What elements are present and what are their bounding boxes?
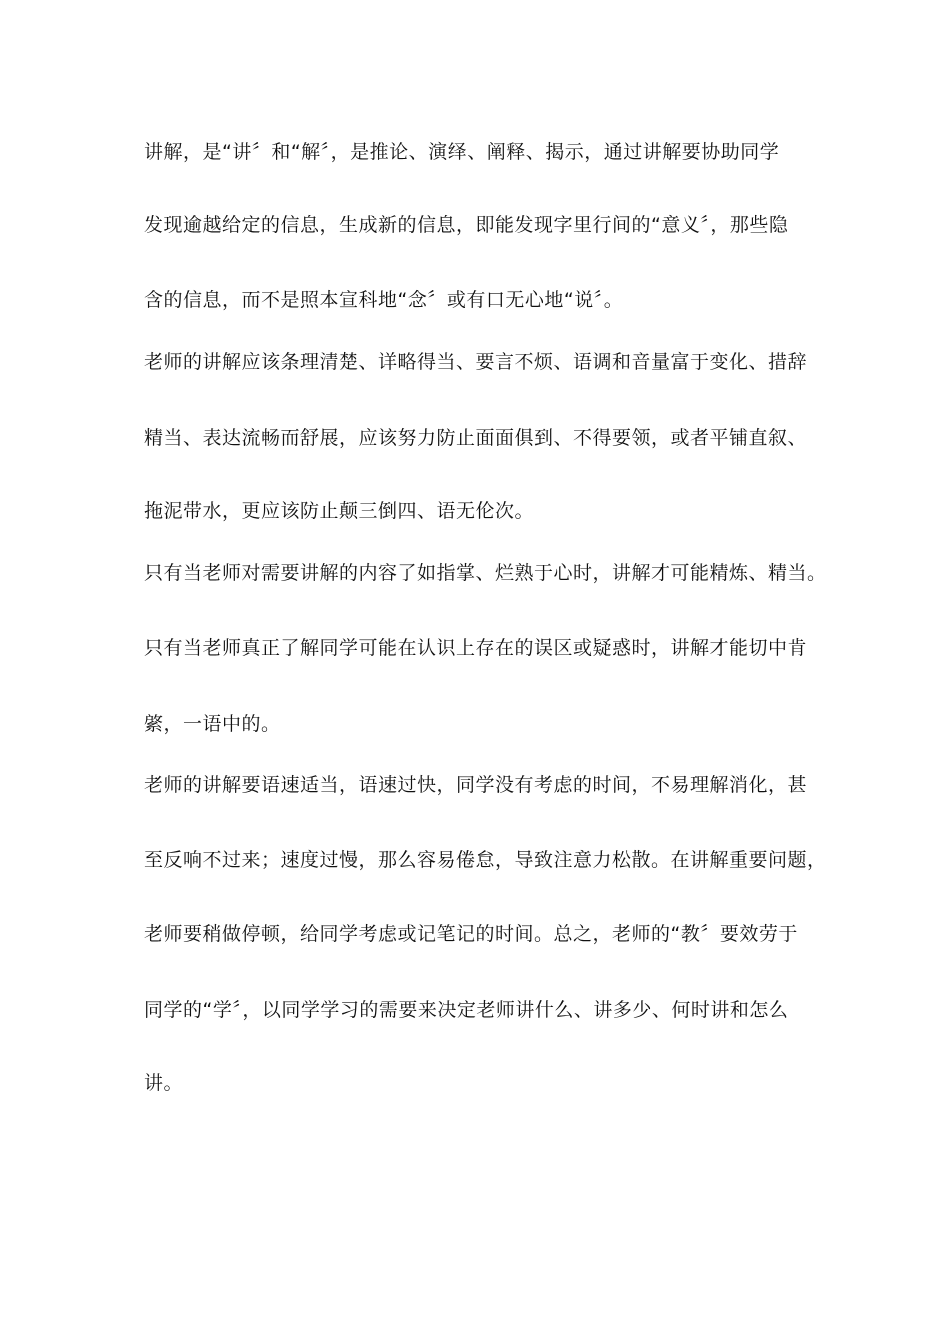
text-line: 精当、表达流畅而舒展，应该努力防止面面俱到、不得要领，或者平铺直叙、	[144, 427, 808, 449]
text-line: 至反响不过来；速度过慢，那么容易倦怠，导致注意力松散。在讲解重要问题，	[144, 849, 827, 871]
text-line: 只有当老师对需要讲解的内容了如指掌、烂熟于心时，讲解才可能精炼、精当。	[144, 562, 827, 584]
text-line: 老师的讲解应该条理清楚、详略得当、要言不烦、语调和音量富于变化、措辞	[144, 351, 808, 373]
text-line: 綮，一语中的。	[144, 713, 281, 735]
text-line: 老师的讲解要语速适当，语速过快，同学没有考虑的时间，不易理解消化，甚	[144, 774, 808, 796]
text-line: 同学的“学〞，以同学学习的需要来决定老师讲什么、讲多少、何时讲和怎么	[144, 999, 789, 1021]
text-line: 讲。	[144, 1072, 184, 1094]
text-line: 讲解，是“讲〞和“解〞，是推论、演绎、阐释、揭示，通过讲解要协助同学	[144, 141, 780, 163]
text-line: 含的信息，而不是照本宣科地“念〞或有口无心地“说〞。	[144, 289, 624, 311]
text-line: 发现逾越给定的信息，生成新的信息，即能发现字里行间的“意义〞，那些隐	[144, 214, 789, 236]
text-line: 老师要稍做停顿，给同学考虑或记笔记的时间。总之，老师的“教〞要效劳于	[144, 923, 798, 945]
text-line: 只有当老师真正了解同学可能在认识上存在的误区或疑惑时，讲解才能切中肯	[144, 637, 808, 659]
text-line: 拖泥带水，更应该防止颠三倒四、语无伦次。	[144, 500, 535, 522]
